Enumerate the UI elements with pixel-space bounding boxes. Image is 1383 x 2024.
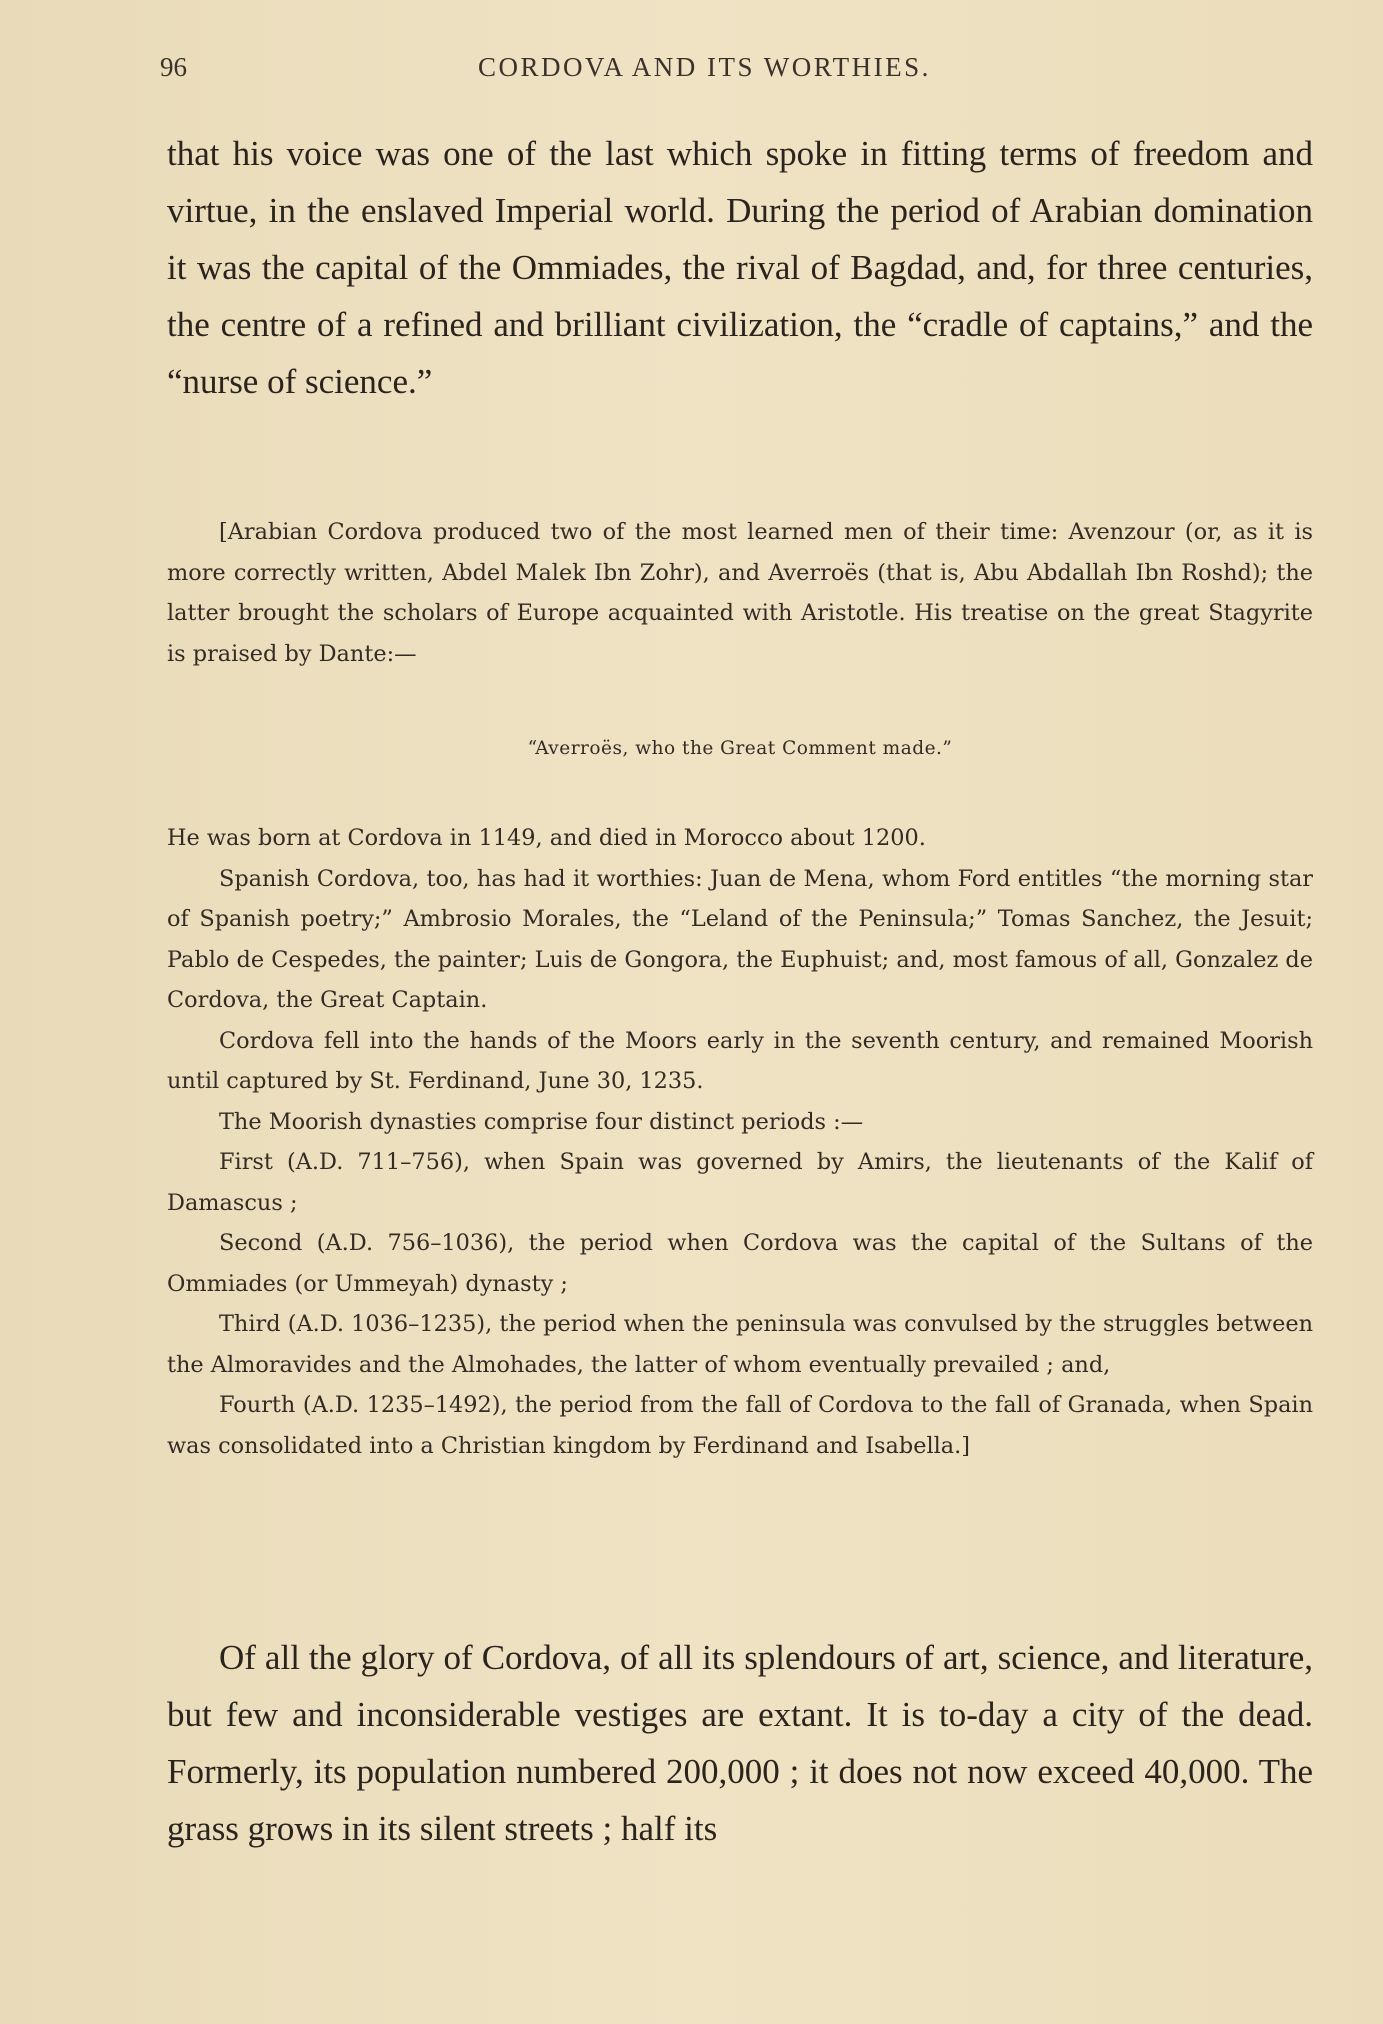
note-moors-text: Cordova fell into the hands of the Moors early in the seventh century, and remained Moorish until captured by St. Ferdinand, June 30, 1235.	[167, 1027, 1313, 1094]
period-text: 1036–1235), the period when the peninsula was convulsed by the struggles between the Almoravides and the Almohades, the latter of whom eventually prevailed ; and,	[167, 1311, 1313, 1378]
paragraph-text: Of all the glory of Cordova, of all its splendours of art, science, and literature, but few and inconsiderable vestiges are extant. It is to-day a city of the dead. Formerly, its population numbered 200,000 ; it does not now exceed 40,000. The grass grows in its silent streets ; half its	[167, 1638, 1313, 1848]
era-label: A.D.	[296, 1311, 345, 1337]
period-fourth	[167, 1385, 1313, 1466]
period-third	[167, 1304, 1313, 1385]
bracketed-note-body	[167, 818, 1313, 1466]
era-label: A.D.	[325, 1230, 374, 1256]
note-born-text: He was born at Cordova in 1149, and died in Morocco about 1200.	[167, 825, 926, 851]
period-lead: Third (	[219, 1311, 297, 1337]
running-title: CORDOVA AND ITS WORTHIES.	[478, 52, 931, 82]
page-number: 96	[160, 52, 187, 82]
era-label: A.D.	[295, 1149, 344, 1175]
note-opening-text: [Arabian Cordova produced two of the most learned men of their time: Avenzour (or, as it is more correctly written, Abdel Malek Ibn Zohr), and Averroës (that is, Abu Abdallah Ibn Roshd); the latter brought the scholars of Europe acquainted with Aristotle. His treatise on the great Stagyrite is praised by Dante:—	[167, 519, 1313, 667]
period-text: 756–1036), the period when Cordova was the capital of the Sultans of the Ommiades (or Ummeyah) dynasty ;	[167, 1230, 1314, 1297]
period-text: 1235–1492), the period from the fall of Cordova to the fall of Granada, when Spain was consolidated into a Christian kingdom by Ferdinand and Isabella.]	[167, 1392, 1314, 1459]
body-paragraph-1	[167, 125, 1313, 410]
dante-quotation: “Averroës, who the Great Comment made.”	[527, 738, 953, 759]
paragraph-text: that his voice was one of the last which spoke in fitting terms of freedom and virtue, in the enslaved Imperial world. During the period of Arabian domination it was the capital of the Ommiades, the rival of Bagdad, and, for three centuries, the centre of a refined and brilliant civilization, the “cradle of captains,” and the “nurse of science.”	[167, 134, 1313, 401]
note-dynasties-text: The Moorish dynasties comprise four distinct periods :—	[219, 1108, 864, 1135]
bracketed-note-opening	[167, 512, 1313, 674]
period-lead: First (	[219, 1149, 296, 1175]
body-paragraph-2	[167, 1629, 1313, 1857]
page-header	[160, 52, 1320, 92]
period-text: 711–756), when Spain was governed by Amirs, the lieutenants of the Kalif of Damascus ;	[167, 1149, 1313, 1216]
period-lead: Second (	[219, 1230, 326, 1256]
period-second	[167, 1223, 1313, 1304]
period-lead: Fourth (	[219, 1392, 312, 1418]
era-label: A.D.	[311, 1392, 360, 1418]
note-spanish-worthies-text: Spanish Cordova, too, has had it worthies: Juan de Mena, whom Ford entitles “the morning star of Spanish poetry;” Ambrosio Morales, the “Leland of the Peninsula;” Tomas Sanchez, the Jesuit; Pablo de Cespedes, the painter; Luis de Gongora, the Euphuist; and, most famous of all, Gonzalez de Cordova, the Great Captain.	[167, 865, 1313, 1013]
period-first	[167, 1142, 1313, 1223]
